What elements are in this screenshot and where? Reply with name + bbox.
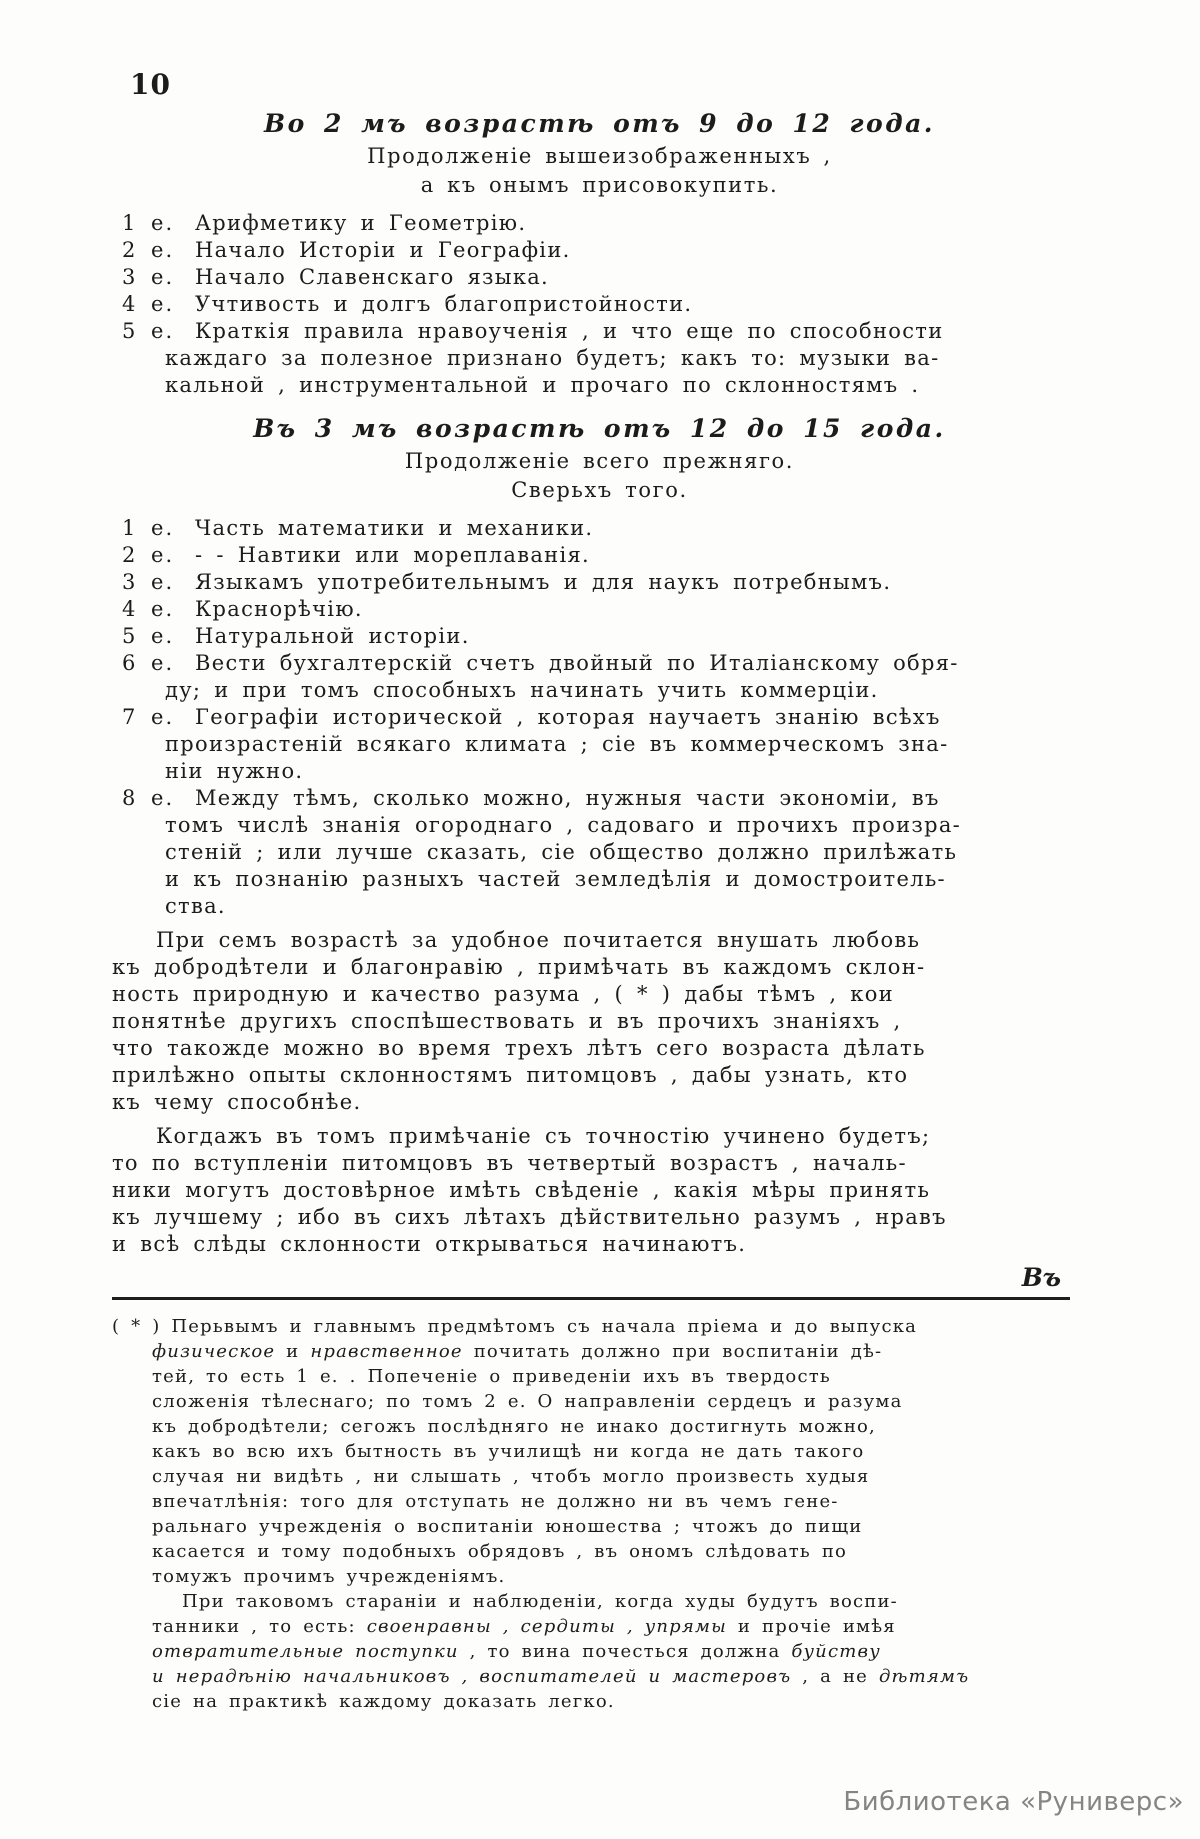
- item-text: [165, 785, 1087, 920]
- text-line: [165, 731, 1087, 758]
- item-text: [165, 515, 1087, 542]
- item-number: 6 е.: [122, 651, 175, 675]
- body-paragraph-1: [112, 927, 1087, 1116]
- text-line: [112, 1231, 1087, 1258]
- text-segment: танники , то есть:: [152, 1616, 367, 1637]
- text-line: [165, 264, 1087, 291]
- list-item: [112, 237, 1087, 264]
- item-text: [165, 542, 1087, 569]
- text-line: [152, 1389, 1072, 1414]
- item-number: 3 е.: [122, 570, 175, 594]
- text-segment: къ добродѣтели и благонравію , примѣчать въ каждомъ склон-: [112, 955, 926, 979]
- text-segment: сіе на практикѣ каждому доказать легко.: [152, 1691, 615, 1712]
- text-segment: почитать должно при воспитаніи дѣ-: [462, 1341, 883, 1362]
- text-segment: Краткія правила нравоученія , и что еще по способности: [195, 319, 944, 343]
- list-item: [112, 291, 1087, 318]
- text-line: [165, 569, 1087, 596]
- body-paragraph-2: [112, 1123, 1087, 1258]
- text-line: [152, 1664, 1072, 1689]
- text-line: [112, 1062, 1087, 1089]
- item-text: [165, 210, 1087, 237]
- italic-text-segment: буйству: [791, 1641, 881, 1662]
- list-item: [112, 542, 1087, 569]
- list-item: [112, 704, 1087, 785]
- text-line: [165, 210, 1087, 237]
- text-line: [112, 1150, 1087, 1177]
- library-watermark: Библиотека «Руниверс»: [843, 1787, 1184, 1817]
- text-segment: сложенія тѣлеснаго; по томъ 2 е. О направленіи сердецъ и разума: [152, 1391, 903, 1412]
- text-line: [152, 1339, 1072, 1364]
- italic-text-segment: отвратительные поступки: [152, 1641, 459, 1662]
- text-line: [152, 1539, 1072, 1564]
- text-segment: что такожде можно во время трехъ лѣтъ сего возраста дѣлать: [112, 1036, 926, 1060]
- item-number: 1 е.: [122, 211, 175, 235]
- text-line: [112, 954, 1087, 981]
- footnote: [112, 1314, 1072, 1714]
- item-text: [165, 237, 1087, 264]
- text-line: [165, 596, 1087, 623]
- text-line: [112, 476, 1087, 505]
- text-segment: ( * ) Перьвымъ и главнымъ предмѣтомъ съ начала пріема и до выпуска: [112, 1316, 918, 1337]
- text-line: [112, 1035, 1087, 1062]
- text-segment: томужъ прочимъ учрежденіямъ.: [152, 1566, 506, 1587]
- text-segment: Арифметику и Геометрію.: [195, 211, 527, 235]
- section-subheading-age2: [112, 142, 1087, 200]
- italic-text-segment: физическое: [152, 1341, 276, 1362]
- list-item: [112, 569, 1087, 596]
- text-segment: прилѣжно опыты склонностямъ питомцовъ , дабы узнать, кто: [112, 1063, 909, 1087]
- text-segment: къ чему способнѣе.: [112, 1090, 362, 1114]
- italic-text-segment: своенравны , сердиты , упрямы: [366, 1616, 728, 1637]
- text-segment: Продолженіе всего прежняго.: [404, 449, 795, 473]
- text-segment: кальной , инструментальной и прочаго по склонностямъ .: [165, 373, 920, 397]
- text-segment: Краснорѣчію.: [195, 597, 363, 621]
- text-line: [152, 1639, 1072, 1664]
- item-number: 2 е.: [122, 238, 175, 262]
- text-segment: томъ числѣ знанія огороднаго , садоваго и прочихъ произра-: [165, 813, 962, 837]
- text-line: [152, 1564, 1072, 1589]
- text-segment: случая ни видѣть , ни слышать , чтобъ могло произвесть худыя: [152, 1466, 870, 1487]
- text-segment: Сверьхъ того.: [511, 478, 688, 502]
- text-line: [152, 1589, 1072, 1614]
- text-segment: и: [275, 1341, 311, 1362]
- text-segment: - - Навтики или мореплаванія.: [195, 543, 591, 567]
- text-line: [112, 447, 1087, 476]
- text-segment: Начало Славенскаго языка.: [195, 265, 550, 289]
- text-segment: каждаго за полезное признано будетъ; какъ то: музыки ва-: [165, 346, 940, 370]
- text-line: [165, 515, 1087, 542]
- text-segment: При таковомъ стараніи и наблюденіи, когда худы будутъ воспи-: [182, 1591, 898, 1612]
- list-item: [112, 515, 1087, 542]
- item-text: [165, 318, 1087, 399]
- text-line: [112, 1204, 1087, 1231]
- footnote-paragraph-1: [112, 1314, 1072, 1589]
- text-line: [112, 1123, 1087, 1150]
- footnote-divider: [112, 1297, 1070, 1300]
- text-segment: къ добродѣтели; сегожъ послѣдняго не инако достигнуть можно,: [152, 1416, 876, 1437]
- text-line: [152, 1514, 1072, 1539]
- list-item: [112, 785, 1087, 920]
- text-segment: понятнѣе другихъ споспѣшествовать и въ прочихъ знаніяхъ ,: [112, 1009, 902, 1033]
- text-line: [112, 1177, 1087, 1204]
- text-line: [152, 1489, 1072, 1514]
- footnote-paragraph-2: [152, 1589, 1072, 1714]
- text-line: [165, 785, 1087, 812]
- text-line: [112, 1008, 1087, 1035]
- text-segment: какъ во всю ихъ бытность въ училищѣ ни когда не дать такого: [152, 1441, 865, 1462]
- text-line: [165, 893, 1087, 920]
- text-segment: , а не: [791, 1666, 879, 1687]
- text-segment: стеній ; или лучше сказать, сіе общество должно прилѣжать: [165, 840, 958, 864]
- text-segment: Вести бухгалтерскій счетъ двойный по Италіанскому обря-: [195, 651, 959, 675]
- text-line: [112, 981, 1087, 1008]
- list-item: [112, 596, 1087, 623]
- item-number: 2 е.: [122, 543, 175, 567]
- text-segment: При семъ возрастѣ за удобное почитается внушать любовь: [156, 928, 921, 952]
- text-segment: и прочіе имѣя: [727, 1616, 896, 1637]
- text-segment: Натуральной исторіи.: [195, 624, 470, 648]
- text-line: [165, 812, 1087, 839]
- section-heading-age3: Въ 3 мъ возрастѣ отъ 12 до 15 года.: [253, 414, 946, 443]
- item-number: 8 е.: [122, 786, 175, 810]
- text-segment: ства.: [165, 894, 226, 918]
- text-segment: а къ онымъ присовокупить.: [420, 173, 779, 197]
- item-text: [165, 650, 1087, 704]
- text-line: [165, 866, 1087, 893]
- item-number: 5 е.: [122, 624, 175, 648]
- list-item: [112, 210, 1087, 237]
- text-segment: ность природную и качество разума , ( * ) дабы тѣмъ , кои: [112, 982, 894, 1006]
- text-segment: то по вступленіи питомцовъ въ четвертый возрастъ , началь-: [112, 1151, 907, 1175]
- text-line: [112, 927, 1087, 954]
- list-item: [112, 264, 1087, 291]
- text-line: [165, 291, 1087, 318]
- text-line: [165, 677, 1087, 704]
- text-line: [152, 1439, 1072, 1464]
- item-number: 3 е.: [122, 265, 175, 289]
- text-line: [165, 372, 1087, 399]
- curriculum-list-age2: [112, 210, 1087, 399]
- item-text: [165, 569, 1087, 596]
- item-text: [165, 264, 1087, 291]
- item-number: 5 е.: [122, 319, 175, 343]
- item-number: 4 е.: [122, 597, 175, 621]
- text-line: [165, 650, 1087, 677]
- italic-text-segment: и нерадѣнію начальниковъ , воспитателей и мастеровъ: [152, 1666, 792, 1687]
- text-line: [165, 839, 1087, 866]
- text-segment: ральнаго учрежденія о воспитаніи юношества ; чтожъ до пищи: [152, 1516, 863, 1537]
- text-line: [165, 318, 1087, 345]
- text-segment: Учтивость и долгъ благопристойности.: [195, 292, 693, 316]
- text-line: [112, 1314, 1072, 1339]
- item-text: [165, 704, 1087, 785]
- text-line: [152, 1364, 1072, 1389]
- italic-text-segment: дѣтямъ: [878, 1666, 970, 1687]
- text-segment: впечатлѣнія: того для отступать не должно ни въ чемъ гене-: [152, 1491, 839, 1512]
- item-text: [165, 291, 1087, 318]
- item-text: [165, 596, 1087, 623]
- text-line: [165, 542, 1087, 569]
- text-segment: Языкамъ употребительнымъ и для наукъ потребнымъ.: [195, 570, 892, 594]
- text-line: [152, 1464, 1072, 1489]
- list-item: [112, 650, 1087, 704]
- section-subheading-age3: [112, 447, 1087, 505]
- curriculum-list-age3: [112, 515, 1087, 920]
- text-segment: Географіи исторической , которая научаетъ знанію всѣхъ: [195, 705, 941, 729]
- item-text: [165, 623, 1087, 650]
- text-line: [112, 142, 1087, 171]
- item-number: 7 е.: [122, 705, 175, 729]
- section-heading-age2: Во 2 мъ возрастѣ отъ 9 до 12 года.: [264, 109, 935, 138]
- text-segment: , то вина почесться должна: [458, 1641, 792, 1662]
- text-line: [165, 237, 1087, 264]
- text-segment: касается и тому подобныхъ обрядовъ , въ ономъ слѣдовать по: [152, 1541, 848, 1562]
- text-segment: Продолженіе вышеизображенныхъ ,: [367, 144, 832, 168]
- text-segment: Начало Исторіи и Географіи.: [195, 238, 571, 262]
- text-line: [112, 171, 1087, 200]
- text-segment: къ лучшему ; ибо въ сихъ лѣтахъ дѣйствительно разумъ , нравъ: [112, 1205, 947, 1229]
- text-segment: Между тѣмъ, сколько можно, нужныя части экономіи, въ: [195, 786, 940, 810]
- text-line: [165, 704, 1087, 731]
- text-line: [165, 623, 1087, 650]
- text-column: [112, 106, 1087, 1714]
- text-line: [152, 1689, 1072, 1714]
- text-segment: ніи нужно.: [165, 759, 304, 783]
- text-line: [165, 345, 1087, 372]
- text-segment: и къ познанію разныхъ частей земледѣлія и домостроитель-: [165, 867, 946, 891]
- text-segment: тей, то есть 1 е. . Попеченіе о приведеніи ихъ въ твердость: [152, 1366, 831, 1387]
- text-segment: Часть математики и механики.: [195, 516, 594, 540]
- italic-text-segment: нравственное: [310, 1341, 463, 1362]
- list-item: [112, 623, 1087, 650]
- text-line: [152, 1614, 1072, 1639]
- page-number: 10: [130, 68, 171, 101]
- text-segment: Когдажъ въ томъ примѣчаніе съ точностію учинено будетъ;: [156, 1124, 931, 1148]
- item-number: 1 е.: [122, 516, 175, 540]
- list-item: [112, 318, 1087, 399]
- text-line: [165, 758, 1087, 785]
- item-number: 4 е.: [122, 292, 175, 316]
- text-line: [112, 1089, 1087, 1116]
- text-segment: произрастеній всякаго климата ; сіе въ коммерческомъ зна-: [165, 732, 949, 756]
- catchword: Въ: [1021, 1263, 1061, 1292]
- text-segment: и всѣ слѣды склонности открываться начинаютъ.: [112, 1232, 747, 1256]
- text-segment: ники могутъ достовѣрное имѣть свѣденіе , какія мѣры принять: [112, 1178, 931, 1202]
- text-line: [152, 1414, 1072, 1439]
- text-segment: ду; и при томъ способныхъ начинать учить коммерціи.: [165, 678, 879, 702]
